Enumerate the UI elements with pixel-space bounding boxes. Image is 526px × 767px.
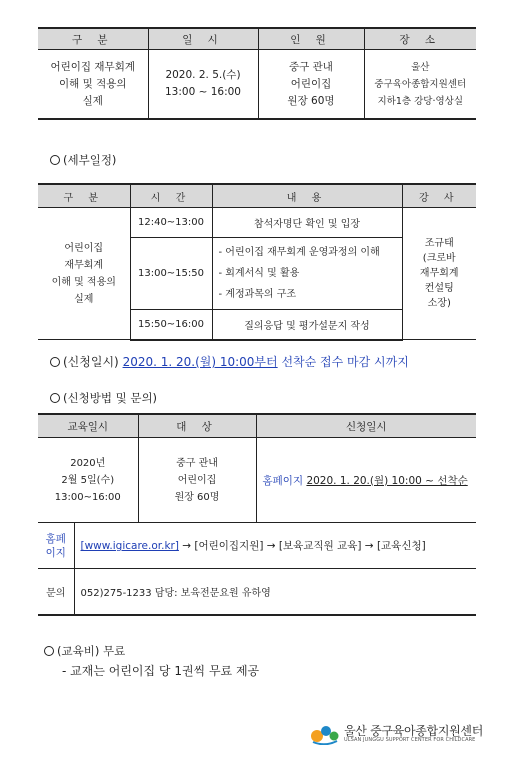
cell-category: 어린이집 재무회계 이해 및 적용의 실제 xyxy=(38,50,148,120)
event-overview-table xyxy=(38,27,476,120)
org-logo xyxy=(310,721,500,747)
cell-category: 어린이집 재무회계 이해 및 적용의 실제 xyxy=(38,208,130,340)
cell-people: 중구 관내 어린이집 원장 60명 xyxy=(258,50,364,120)
contact-label: 문의 xyxy=(38,569,74,615)
cell-time: 12:40~13:00 xyxy=(130,208,212,238)
header-apply: 신청일시 xyxy=(256,414,476,438)
application-table xyxy=(38,413,476,616)
header-people: 인 원 xyxy=(258,28,364,50)
homepage-link[interactable]: [www.igicare.or.kr] xyxy=(80,540,179,552)
cell-content: 참석자명단 확인 및 입장 xyxy=(212,208,402,238)
org-name: 울산 중구육아종합지원센터 xyxy=(344,724,484,738)
cell-instructor: 조규태 (크로바 재무회계 컨설팅 소장) xyxy=(402,208,476,340)
apply-date-line: (신청일시) 2020. 1. 20.(월) 10:00부터 선착순 접수 마감 시까지 xyxy=(50,353,409,370)
header-content: 내 용 xyxy=(212,184,402,208)
header-place: 장 소 xyxy=(364,28,476,50)
cell-content: - 어린이집 재무회계 운영과정의 이해 - 회계서식 및 활용 - 계정과목의 구조 xyxy=(212,238,402,310)
cell-time: 13:00~15:50 xyxy=(130,238,212,310)
fee-note: - 교재는 어린이집 당 1권씩 무료 제공 xyxy=(62,664,260,678)
cell-datetime: 2020. 2. 5.(수) 13:00 ~ 16:00 xyxy=(148,50,258,120)
cell-edu-date: 2020년 2월 5일(수) 13:00~16:00 xyxy=(38,438,138,523)
circle-bullet-icon xyxy=(50,155,60,165)
header-time: 시 간 xyxy=(130,184,212,208)
header-category: 구 분 xyxy=(38,28,148,50)
schedule-table xyxy=(38,183,476,341)
header-datetime: 일 시 xyxy=(148,28,258,50)
cell-apply: 홈페이지 2020. 1. 20.(월) 10:00 ~ 선착순 xyxy=(256,438,476,523)
header-instructor: 강 사 xyxy=(402,184,476,208)
circle-bullet-icon xyxy=(44,646,54,656)
schedule-heading: (세부일정) xyxy=(50,152,116,168)
method-heading: (신청방법 및 문의) xyxy=(50,390,157,406)
childcare-logo-icon xyxy=(310,721,340,745)
cell-target: 중구 관내 어린이집 원장 60명 xyxy=(138,438,256,523)
header-category: 구 분 xyxy=(38,184,130,208)
cell-time: 15:50~16:00 xyxy=(130,310,212,340)
apply-deadline-note: 선착순 접수 마감 시까지 xyxy=(281,355,409,369)
homepage-label: 홈페 이지 xyxy=(38,523,74,569)
circle-bullet-icon xyxy=(50,393,60,403)
header-edu-date: 교육일시 xyxy=(38,414,138,438)
header-target: 대 상 xyxy=(138,414,256,438)
fee-heading: (교육비) 무료 xyxy=(44,643,125,659)
homepage-row: [www.igicare.or.kr] → [어린이집지원] → [보육교직원 교육] → [교육신청] xyxy=(74,523,476,569)
org-subtitle: ULSAN JUNGGU SUPPORT CENTER FOR CHILDCARE xyxy=(344,737,476,743)
contact-value: 052)275-1233 담당: 보육전문요원 유하영 xyxy=(74,569,476,615)
apply-start-date: 2020. 1. 20.(월) 10:00부터 xyxy=(122,355,278,369)
cell-place: 울산 중구육아종합지원센터 지하1층 강당·영상실 xyxy=(364,50,476,120)
circle-bullet-icon xyxy=(50,357,60,367)
cell-content: 질의응답 및 평가설문지 작성 xyxy=(212,310,402,340)
